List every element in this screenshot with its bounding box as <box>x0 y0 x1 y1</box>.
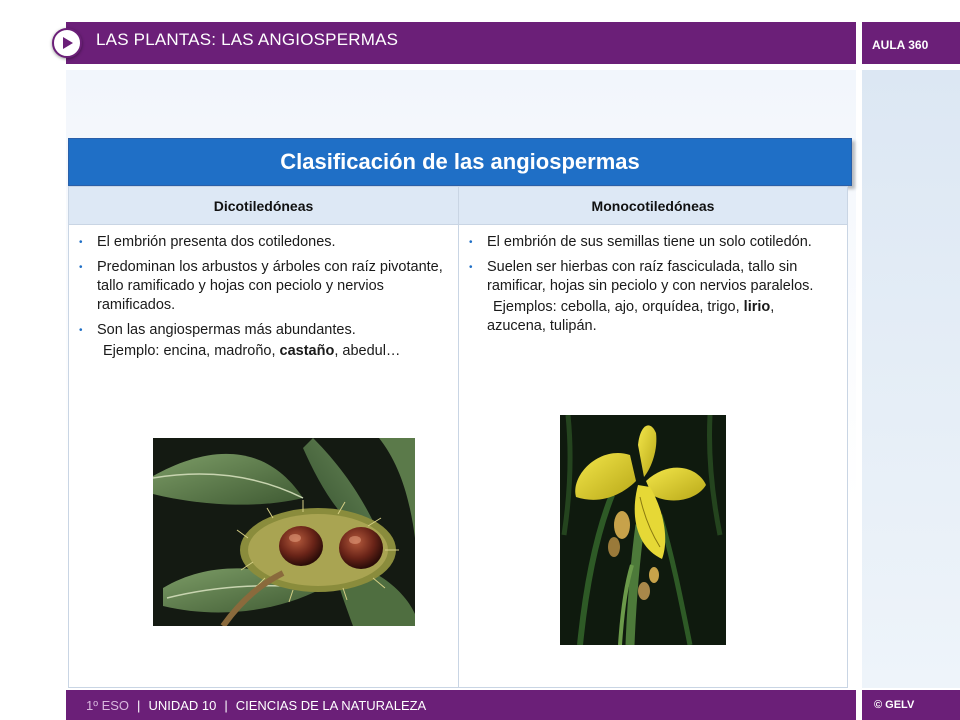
example-highlight: castaño <box>279 343 335 359</box>
list-item <box>465 258 835 296</box>
example-prefix: Ejemplo: encina, madroño, <box>103 343 280 359</box>
example-text <box>75 342 451 361</box>
footer-unit: UNIDAD 10 <box>148 697 217 713</box>
aula-badge: AULA 360 <box>862 22 960 64</box>
iris-illustration <box>560 415 726 645</box>
example-highlight: lirio <box>743 299 771 315</box>
example-suffix: , azucena, tulipán. <box>487 299 775 334</box>
bullet-icon: • <box>79 325 83 336</box>
play-button[interactable] <box>52 28 82 58</box>
footer-copyright: © GELV <box>862 690 960 720</box>
iris-photo <box>560 415 726 645</box>
bullet-icon: • <box>469 237 473 248</box>
list-item <box>75 321 451 340</box>
example-suffix: , abedul… <box>334 343 401 359</box>
bullet-icon: • <box>79 237 83 248</box>
column-dicotiledoneas <box>75 233 451 361</box>
list-item <box>465 233 835 252</box>
footer-subject: CIENCIAS DE LA NATURALEZA <box>235 697 427 713</box>
footer-course: 1º ESO <box>86 697 130 713</box>
list-item-text: El embrión presenta dos cotiledones. <box>97 234 336 250</box>
list-item-text: Suelen ser hierbas con raíz fasciculada, tallo sin ramificar, hojas sin peciolo y con nervios paralelos. <box>487 259 814 294</box>
list-item <box>75 258 451 315</box>
example-prefix: Ejemplos: cebolla, ajo, orquídea, trigo, <box>493 299 744 315</box>
example-text <box>465 298 835 336</box>
play-icon <box>60 36 74 50</box>
footer-separator: | <box>224 697 228 713</box>
chestnut-illustration <box>153 438 415 626</box>
chestnut-photo <box>153 438 415 626</box>
header-title: LAS PLANTAS: LAS ANGIOSPERMAS <box>96 30 399 49</box>
list-item <box>75 233 451 252</box>
bullet-icon: • <box>469 262 473 273</box>
slide-title: Clasificación de las angiospermas <box>280 149 640 174</box>
list-item-text: Son las angiospermas más abundantes. <box>97 322 356 338</box>
column-heading-dicotiledoneas: Dicotiledóneas <box>213 198 314 214</box>
right-side-panel <box>862 70 960 688</box>
bullet-icon: • <box>79 262 83 273</box>
list-item-text: Predominan los arbustos y árboles con raíz pivotante, tallo ramificado y hojas con peciolo y nervios ramificados. <box>97 259 443 313</box>
footer-bar <box>66 690 856 720</box>
footer-separator: | <box>137 697 141 713</box>
column-heading-monocotiledoneas: Monocotiledóneas <box>591 198 715 214</box>
list-item-text: El embrión de sus semillas tiene un solo cotiledón. <box>487 234 812 250</box>
column-monocotiledoneas <box>465 233 835 336</box>
column-divider <box>458 187 459 687</box>
classification-header <box>68 138 852 186</box>
